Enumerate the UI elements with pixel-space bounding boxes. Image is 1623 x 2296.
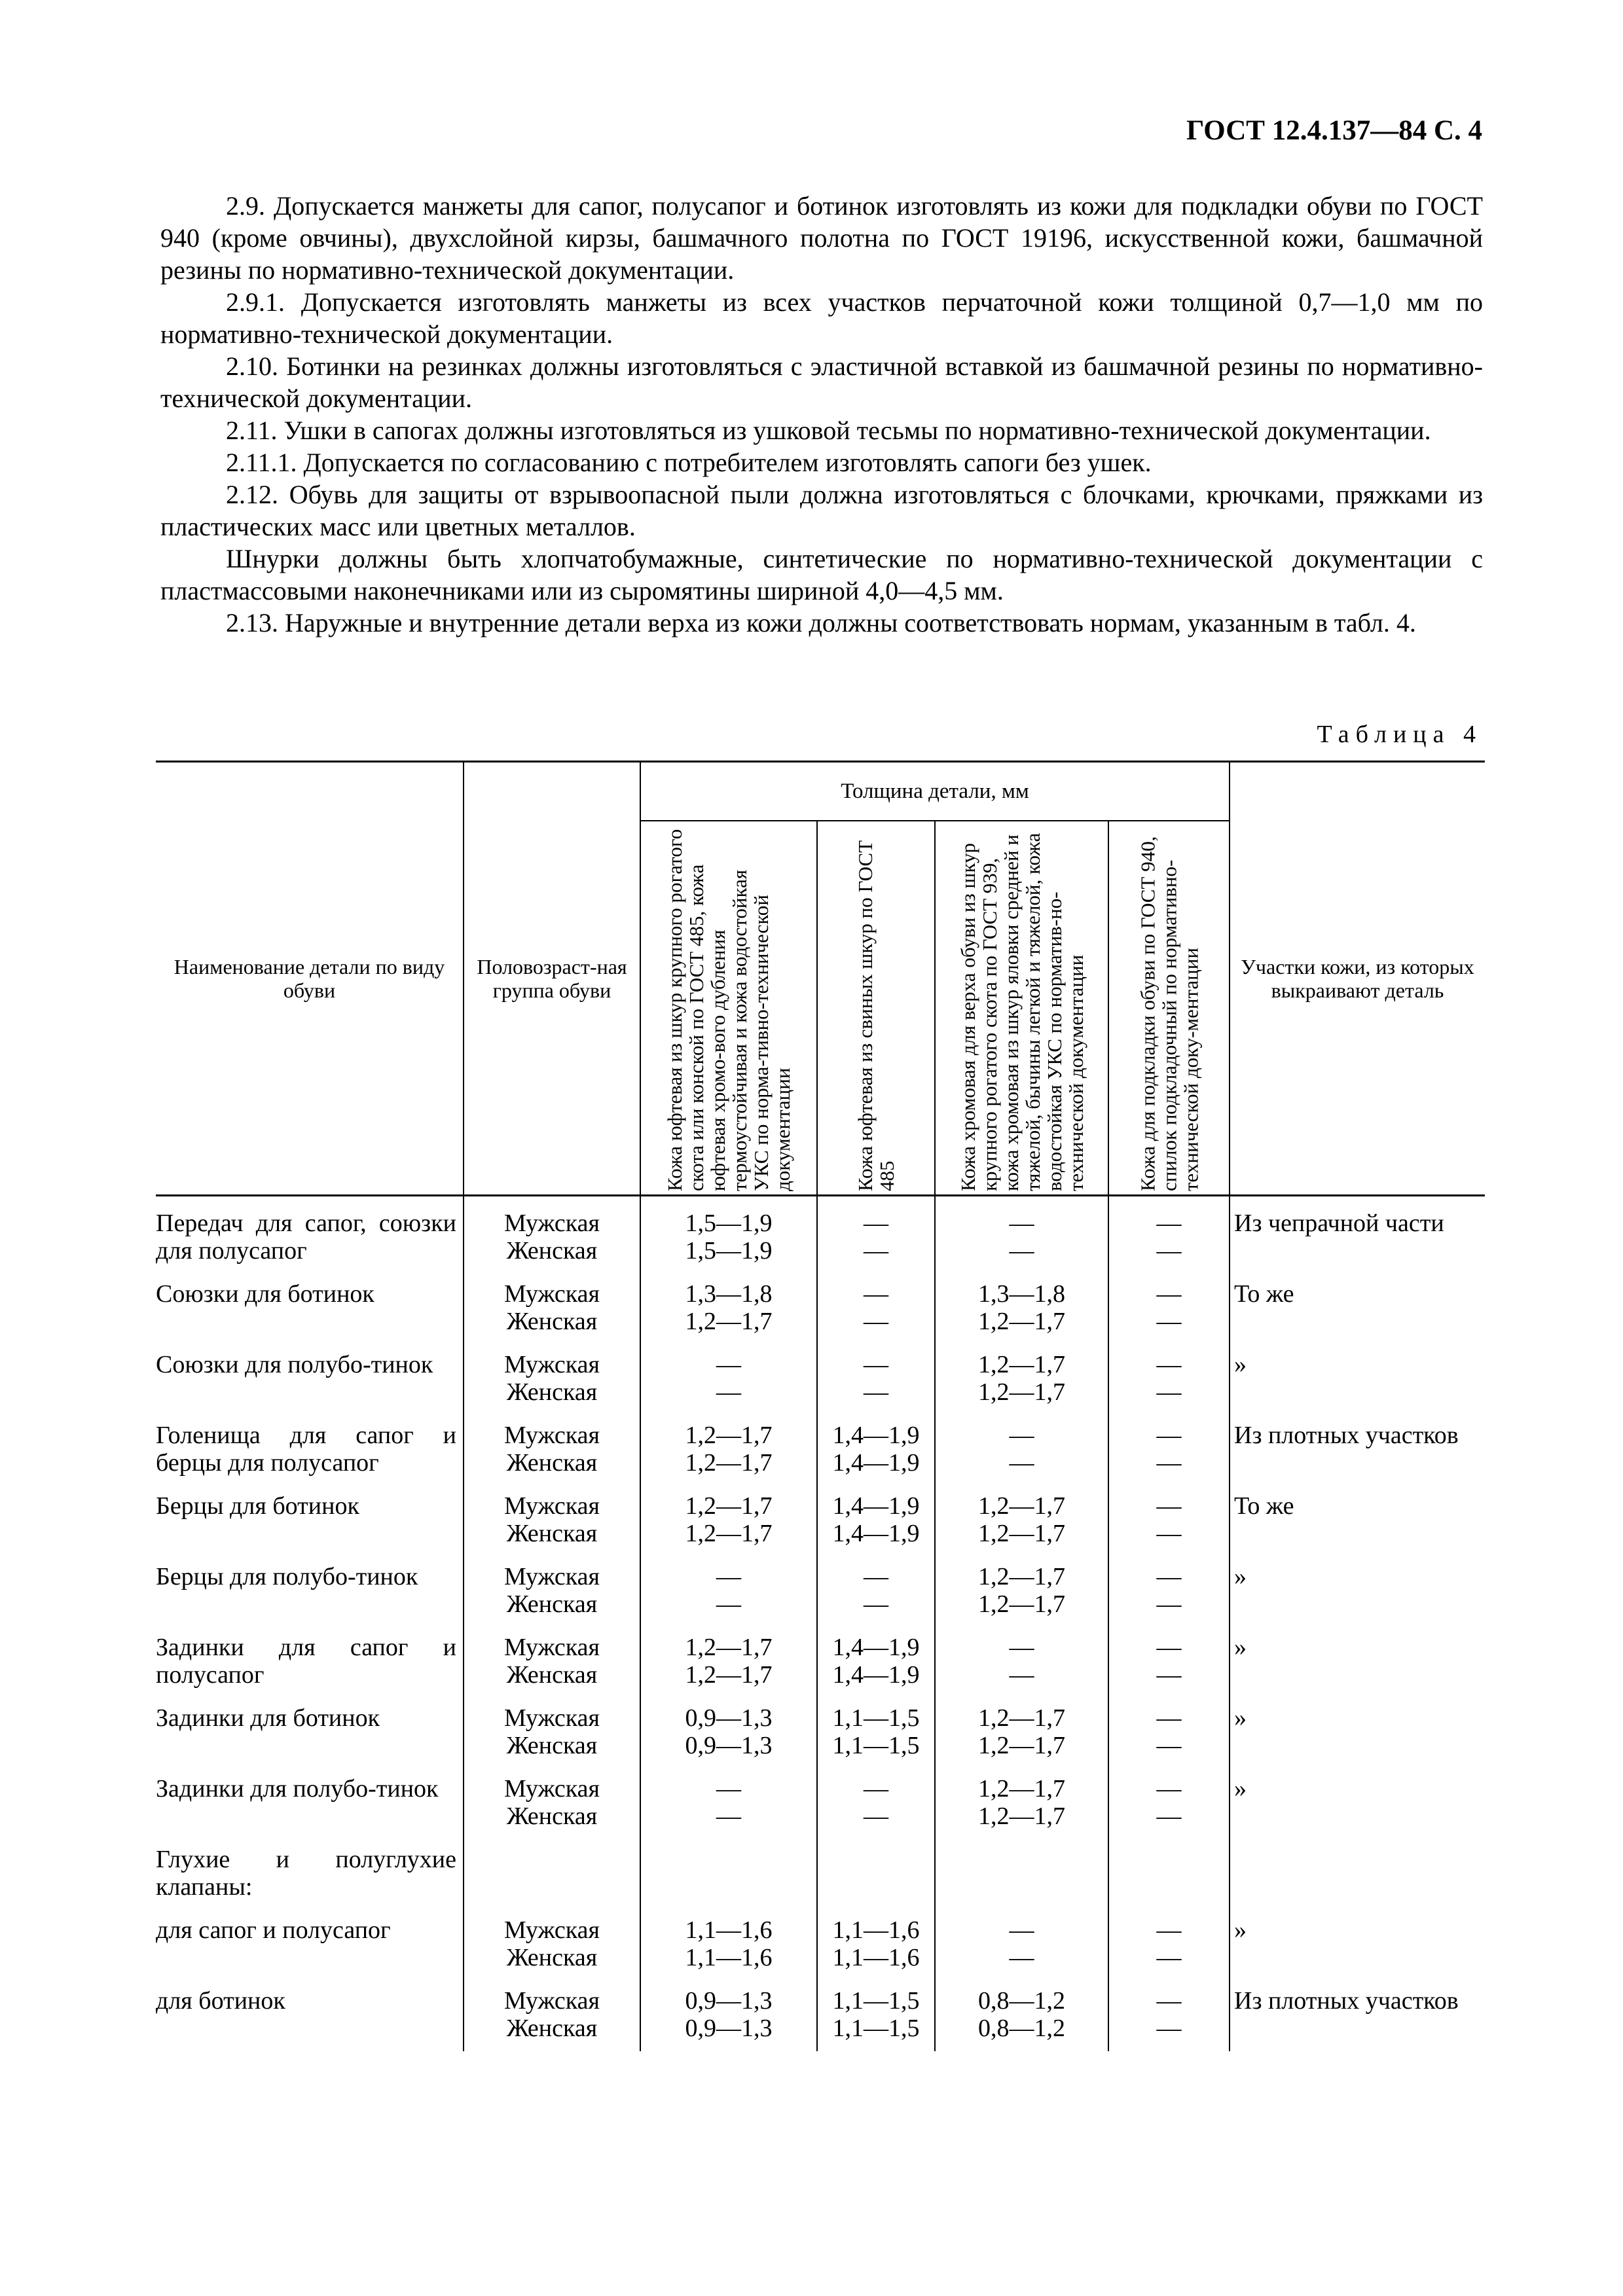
yuft-thickness-cell bbox=[640, 1627, 817, 1698]
table-row bbox=[156, 1344, 1485, 1415]
chrome-thickness-cell bbox=[935, 1486, 1108, 1556]
age-group-cell-line: Мужская bbox=[503, 1987, 600, 2015]
chrome-thickness-cell-line: 1,2—1,7 bbox=[978, 1563, 1065, 1590]
pig-yuft-thickness-cell bbox=[817, 1274, 935, 1344]
pig-yuft-thickness-cell-line: 1,4—1,9 bbox=[832, 1492, 920, 1520]
pig-yuft-thickness-cell-line: 1,1—1,5 bbox=[832, 2015, 920, 2042]
leather-area-cell: То же bbox=[1230, 1486, 1485, 1556]
table-row bbox=[156, 1981, 1485, 2051]
yuft-thickness-cell-line: — bbox=[716, 1378, 741, 1406]
table-row bbox=[156, 1486, 1485, 1556]
lining-thickness-cell-line: — bbox=[1156, 1520, 1182, 1547]
table-row bbox=[156, 1556, 1485, 1627]
pig-yuft-thickness-cell-line: — bbox=[864, 1775, 888, 1803]
yuft-thickness-cell-line: 1,3—1,8 bbox=[685, 1280, 773, 1308]
lining-thickness-cell bbox=[1108, 1768, 1230, 1839]
yuft-thickness-cell-line: 1,2—1,7 bbox=[685, 1492, 773, 1520]
yuft-thickness-cell bbox=[640, 1910, 817, 1981]
pig-yuft-thickness-cell-line: — bbox=[864, 1590, 888, 1618]
chrome-thickness-cell-line: 1,2—1,7 bbox=[978, 1308, 1065, 1335]
pig-yuft-thickness-cell bbox=[817, 1910, 935, 1981]
chrome-thickness-cell-line: 1,2—1,7 bbox=[978, 1351, 1065, 1378]
lining-thickness-cell bbox=[1108, 1196, 1230, 1274]
yuft-thickness-cell bbox=[640, 1698, 817, 1768]
age-group-cell bbox=[464, 1196, 640, 1274]
lining-thickness-cell-line: — bbox=[1156, 1563, 1182, 1590]
lining-thickness-cell-line: — bbox=[1156, 1308, 1182, 1335]
part-name-cell: Глухие и полуглухие клапаны: bbox=[156, 1839, 464, 1910]
lining-thickness-cell bbox=[1108, 1698, 1230, 1768]
yuft-thickness-cell-line: — bbox=[716, 1351, 741, 1378]
age-group-cell-line: Мужская bbox=[503, 1634, 600, 1661]
lining-thickness-cell bbox=[1108, 1981, 1230, 2051]
chrome-thickness-cell bbox=[935, 1698, 1108, 1768]
lining-thickness-cell bbox=[1108, 1415, 1230, 1486]
leather-area-cell: Из плотных участков bbox=[1230, 1415, 1485, 1486]
age-group-cell-line: Мужская bbox=[503, 1563, 600, 1590]
age-group-cell bbox=[464, 1344, 640, 1415]
pig-yuft-thickness-cell bbox=[817, 1556, 935, 1627]
pig-yuft-thickness-cell bbox=[817, 1768, 935, 1839]
pig-yuft-thickness-cell-line: 1,4—1,9 bbox=[832, 1520, 920, 1547]
yuft-thickness-cell bbox=[640, 1344, 817, 1415]
pig-yuft-thickness-cell bbox=[817, 1627, 935, 1698]
yuft-thickness-cell-line: 1,5—1,9 bbox=[685, 1210, 773, 1237]
age-group-cell-line: Женская bbox=[506, 1378, 598, 1406]
age-group-cell-line: Женская bbox=[506, 1590, 598, 1618]
pig-yuft-thickness-cell-line: 1,4—1,9 bbox=[832, 1634, 920, 1661]
leather-area-cell: То же bbox=[1230, 1274, 1485, 1344]
header-lining-leather bbox=[1108, 821, 1230, 1196]
table-row bbox=[156, 1768, 1485, 1839]
page-header: ГОСТ 12.4.137—84 С. 4 bbox=[1186, 115, 1482, 146]
pig-yuft-thickness-cell-line: — bbox=[864, 1210, 888, 1237]
header-age-group: Половозраст-ная группа обуви bbox=[464, 762, 640, 1196]
leather-area-cell: » bbox=[1230, 1768, 1485, 1839]
yuft-thickness-cell-line: 1,2—1,7 bbox=[685, 1308, 773, 1335]
table-row bbox=[156, 1910, 1485, 1981]
pig-yuft-thickness-cell-line: — bbox=[864, 1563, 888, 1590]
yuft-thickness-cell-line: 1,1—1,6 bbox=[685, 1916, 773, 1944]
age-group-cell-line: Мужская bbox=[503, 1422, 600, 1449]
data-table bbox=[156, 761, 1485, 2051]
header-pig-yuft-text: Кожа юфтевая из свиных шкур по ГОСТ 485 bbox=[854, 840, 898, 1191]
yuft-thickness-cell-line: 0,9—1,3 bbox=[685, 1704, 773, 1732]
age-group-cell bbox=[464, 1981, 640, 2051]
lining-thickness-cell-line: — bbox=[1156, 1803, 1182, 1830]
pig-yuft-thickness-cell-line: 1,4—1,9 bbox=[832, 1661, 920, 1689]
part-name-cell: Союзки для полубо-тинок bbox=[156, 1344, 464, 1415]
lining-thickness-cell bbox=[1108, 1839, 1230, 1910]
yuft-thickness-cell-line: — bbox=[716, 1590, 741, 1618]
chrome-thickness-cell bbox=[935, 1910, 1108, 1981]
age-group-cell bbox=[464, 1486, 640, 1556]
lining-thickness-cell bbox=[1108, 1910, 1230, 1981]
chrome-thickness-cell-line: — bbox=[1009, 1210, 1034, 1237]
chrome-thickness-cell bbox=[935, 1627, 1108, 1698]
leather-area-cell: » bbox=[1230, 1910, 1485, 1981]
leather-area-cell bbox=[1230, 1839, 1485, 1910]
yuft-thickness-cell-line: — bbox=[716, 1803, 741, 1830]
part-name-cell: Задинки для полубо-тинок bbox=[156, 1768, 464, 1839]
paragraph: 2.13. Наружные и внутренние детали верха из кожи должны соответствовать нормам, указанным в табл. 4. bbox=[226, 608, 1416, 637]
chrome-thickness-cell-line: 1,2—1,7 bbox=[978, 1520, 1065, 1547]
paragraph: 2.9. Допускается манжеты для сапог, полусапог и ботинок изготовлять из кожи для подкладки обуви по ГОСТ 940 (кроме овчины), двухслойной кирзы, башмачного полотна по ГОСТ 19196, искусственной кожи, башмачной резины по нормативно-технической документации. bbox=[160, 191, 1483, 285]
yuft-thickness-cell bbox=[640, 1556, 817, 1627]
age-group-cell bbox=[464, 1839, 640, 1910]
age-group-cell-line: Мужская bbox=[503, 1704, 600, 1732]
lining-thickness-cell-line: — bbox=[1156, 1590, 1182, 1618]
age-group-cell bbox=[464, 1768, 640, 1839]
yuft-thickness-cell-line: 0,9—1,3 bbox=[685, 1987, 773, 2015]
lining-thickness-cell-line: — bbox=[1156, 1634, 1182, 1661]
age-group-cell-line: Женская bbox=[506, 1449, 598, 1477]
chrome-thickness-cell bbox=[935, 1981, 1108, 2051]
pig-yuft-thickness-cell-line: 1,1—1,6 bbox=[832, 1944, 920, 1971]
yuft-thickness-cell-line: 1,2—1,7 bbox=[685, 1634, 773, 1661]
leather-area-cell: » bbox=[1230, 1627, 1485, 1698]
yuft-thickness-cell-line: — bbox=[716, 1775, 741, 1803]
chrome-thickness-cell-line: — bbox=[1009, 1237, 1034, 1265]
chrome-thickness-cell bbox=[935, 1344, 1108, 1415]
pig-yuft-thickness-cell-line: 1,1—1,5 bbox=[832, 1987, 920, 2015]
leather-area-cell: Из чепрачной части bbox=[1230, 1196, 1485, 1274]
age-group-cell-line: Мужская bbox=[503, 1351, 600, 1378]
part-name-cell: Союзки для ботинок bbox=[156, 1274, 464, 1344]
age-group-cell-line: Мужская bbox=[503, 1916, 600, 1944]
table-caption: Таблица 4 bbox=[1317, 721, 1482, 748]
age-group-cell-line: Женская bbox=[506, 1661, 598, 1689]
paragraph: 2.12. Обувь для защиты от взрывоопасной пыли должна изготовляться с блочками, крючками, пряжками из пластических масс или цветных металлов. bbox=[160, 480, 1483, 541]
yuft-thickness-cell bbox=[640, 1839, 817, 1910]
yuft-thickness-cell-line: 0,9—1,3 bbox=[685, 2015, 773, 2042]
lining-thickness-cell-line: — bbox=[1156, 1944, 1182, 1971]
chrome-thickness-cell-line: 1,3—1,8 bbox=[978, 1280, 1065, 1308]
lining-thickness-cell-line: — bbox=[1156, 1422, 1182, 1449]
pig-yuft-thickness-cell bbox=[817, 1415, 935, 1486]
chrome-thickness-cell-line: 1,2—1,7 bbox=[978, 1378, 1065, 1406]
pig-yuft-thickness-cell-line: — bbox=[864, 1378, 888, 1406]
yuft-thickness-cell-line: 1,2—1,7 bbox=[685, 1661, 773, 1689]
age-group-cell-line: Мужская bbox=[503, 1775, 600, 1803]
lining-thickness-cell-line: — bbox=[1156, 1704, 1182, 1732]
age-group-cell bbox=[464, 1910, 640, 1981]
yuft-thickness-cell-line: 1,2—1,7 bbox=[685, 1520, 773, 1547]
age-group-cell-line: Женская bbox=[506, 1732, 598, 1759]
body-text bbox=[160, 190, 1483, 639]
age-group-cell bbox=[464, 1556, 640, 1627]
pig-yuft-thickness-cell-line: — bbox=[864, 1803, 888, 1830]
pig-yuft-thickness-cell bbox=[817, 1344, 935, 1415]
pig-yuft-thickness-cell bbox=[817, 1698, 935, 1768]
lining-thickness-cell bbox=[1108, 1627, 1230, 1698]
chrome-thickness-cell-line: 0,8—1,2 bbox=[978, 1987, 1065, 2015]
pig-yuft-thickness-cell bbox=[817, 1839, 935, 1910]
age-group-cell-line: Мужская bbox=[503, 1210, 600, 1237]
paragraph: 2.11. Ушки в сапогах должны изготовляться из ушковой тесьмы по нормативно-технической документации. bbox=[226, 416, 1431, 445]
table-row bbox=[156, 1196, 1485, 1274]
pig-yuft-thickness-cell-line: 1,4—1,9 bbox=[832, 1422, 920, 1449]
paragraph: Шнурки должны быть хлопчатобумажные, синтетические по нормативно-технической документации с пластмассовыми наконечниками или из сыромятины шириной 4,0—4,5 мм. bbox=[160, 544, 1483, 605]
part-name-cell: Задинки для ботинок bbox=[156, 1698, 464, 1768]
lining-thickness-cell bbox=[1108, 1556, 1230, 1627]
header-yuft-leather bbox=[640, 821, 817, 1196]
part-name-cell: для ботинок bbox=[156, 1981, 464, 2051]
lining-thickness-cell-line: — bbox=[1156, 1210, 1182, 1237]
lining-thickness-cell bbox=[1108, 1344, 1230, 1415]
leather-area-cell: » bbox=[1230, 1556, 1485, 1627]
chrome-thickness-cell-line: 1,2—1,7 bbox=[978, 1803, 1065, 1830]
pig-yuft-thickness-cell-line: 1,1—1,5 bbox=[832, 1732, 920, 1759]
part-name-cell: Задинки для сапог и полусапог bbox=[156, 1627, 464, 1698]
paragraph: 2.9.1. Допускается изготовлять манжеты из всех участков перчаточной кожи толщиной 0,7—1,0 мм по нормативно-технической документации. bbox=[160, 287, 1483, 349]
yuft-thickness-cell-line: — bbox=[716, 1563, 741, 1590]
chrome-thickness-cell-line: — bbox=[1009, 1944, 1034, 1971]
age-group-cell-line: Женская bbox=[506, 2015, 598, 2042]
yuft-thickness-cell-line: 1,2—1,7 bbox=[685, 1449, 773, 1477]
yuft-thickness-cell-line: 1,5—1,9 bbox=[685, 1237, 773, 1265]
chrome-thickness-cell-line: 1,2—1,7 bbox=[978, 1732, 1065, 1759]
age-group-cell-line: Женская bbox=[506, 1803, 598, 1830]
age-group-cell-line: Женская bbox=[506, 1944, 598, 1971]
header-thickness: Толщина детали, мм bbox=[640, 762, 1230, 821]
chrome-thickness-cell bbox=[935, 1839, 1108, 1910]
chrome-thickness-cell-line: 1,2—1,7 bbox=[978, 1775, 1065, 1803]
pig-yuft-thickness-cell-line: 1,1—1,6 bbox=[832, 1916, 920, 1944]
paragraph: 2.10. Ботинки на резинках должны изготовляться с эластичной вставкой из башмачной резины по нормативно-технической документации. bbox=[160, 351, 1483, 413]
chrome-thickness-cell-line: — bbox=[1009, 1422, 1034, 1449]
age-group-cell bbox=[464, 1627, 640, 1698]
chrome-thickness-cell bbox=[935, 1768, 1108, 1839]
chrome-thickness-cell-line: — bbox=[1009, 1634, 1034, 1661]
chrome-thickness-cell-line: 1,2—1,7 bbox=[978, 1590, 1065, 1618]
header-chrome-leather bbox=[935, 821, 1108, 1196]
pig-yuft-thickness-cell-line: — bbox=[864, 1237, 888, 1265]
age-group-cell-line: Женская bbox=[506, 1520, 598, 1547]
chrome-thickness-cell bbox=[935, 1556, 1108, 1627]
yuft-thickness-cell bbox=[640, 1486, 817, 1556]
header-pig-yuft bbox=[817, 821, 935, 1196]
leather-area-cell: » bbox=[1230, 1698, 1485, 1768]
lining-thickness-cell-line: — bbox=[1156, 1378, 1182, 1406]
table-4 bbox=[156, 761, 1485, 2051]
lining-thickness-cell-line: — bbox=[1156, 1280, 1182, 1308]
age-group-cell bbox=[464, 1415, 640, 1486]
table-body bbox=[156, 1196, 1485, 2052]
lining-thickness-cell-line: — bbox=[1156, 1492, 1182, 1520]
pig-yuft-thickness-cell bbox=[817, 1486, 935, 1556]
age-group-cell-line: Мужская bbox=[503, 1280, 600, 1308]
part-name-cell: Берцы для полубо-тинок bbox=[156, 1556, 464, 1627]
pig-yuft-thickness-cell-line: 1,1—1,5 bbox=[832, 1704, 920, 1732]
lining-thickness-cell-line: — bbox=[1156, 1732, 1182, 1759]
lining-thickness-cell-line: — bbox=[1156, 1916, 1182, 1944]
pig-yuft-thickness-cell-line: 1,4—1,9 bbox=[832, 1449, 920, 1477]
part-name-cell: для сапог и полусапог bbox=[156, 1910, 464, 1981]
part-name-cell: Берцы для ботинок bbox=[156, 1486, 464, 1556]
leather-area-cell: » bbox=[1230, 1344, 1485, 1415]
chrome-thickness-cell-line: — bbox=[1009, 1449, 1034, 1477]
yuft-thickness-cell bbox=[640, 1415, 817, 1486]
table-row bbox=[156, 1274, 1485, 1344]
header-part-name: Наименование детали по виду обуви bbox=[156, 762, 464, 1196]
pig-yuft-thickness-cell-line: — bbox=[864, 1308, 888, 1335]
lining-thickness-cell-line: — bbox=[1156, 1237, 1182, 1265]
table-row bbox=[156, 1839, 1485, 1910]
chrome-thickness-cell bbox=[935, 1274, 1108, 1344]
leather-area-cell: Из плотных участков bbox=[1230, 1981, 1485, 2051]
chrome-thickness-cell bbox=[935, 1196, 1108, 1274]
header-leather-areas: Участки кожи, из которых выкраивают деталь bbox=[1230, 762, 1485, 1196]
yuft-thickness-cell bbox=[640, 1981, 817, 2051]
pig-yuft-thickness-cell-line: — bbox=[864, 1280, 888, 1308]
age-group-cell-line: Женская bbox=[506, 1308, 598, 1335]
pig-yuft-thickness-cell bbox=[817, 1981, 935, 2051]
chrome-thickness-cell-line: 1,2—1,7 bbox=[978, 1492, 1065, 1520]
yuft-thickness-cell bbox=[640, 1768, 817, 1839]
lining-thickness-cell bbox=[1108, 1486, 1230, 1556]
lining-thickness-cell-line: — bbox=[1156, 2015, 1182, 2042]
age-group-cell-line: Мужская bbox=[503, 1492, 600, 1520]
lining-thickness-cell-line: — bbox=[1156, 1351, 1182, 1378]
yuft-thickness-cell bbox=[640, 1196, 817, 1274]
pig-yuft-thickness-cell-line: — bbox=[864, 1351, 888, 1378]
age-group-cell bbox=[464, 1274, 640, 1344]
header-chrome-leather-text: Кожа хромовая для верха обуви из шкур крупного рогатого скота по ГОСТ 939, кожа хромовая из шкур яловки средней и тяжелой, бычины легкой и тяжелой, кожа водостойкая УКС по норматив-но-технической документации bbox=[956, 833, 1087, 1191]
chrome-thickness-cell-line: — bbox=[1009, 1661, 1034, 1689]
lining-thickness-cell-line: — bbox=[1156, 1449, 1182, 1477]
yuft-thickness-cell bbox=[640, 1274, 817, 1344]
part-name-cell: Голенища для сапог и берцы для полусапог bbox=[156, 1415, 464, 1486]
lining-thickness-cell-line: — bbox=[1156, 1987, 1182, 2015]
chrome-thickness-cell-line: 0,8—1,2 bbox=[978, 2015, 1065, 2042]
table-row bbox=[156, 1415, 1485, 1486]
header-yuft-leather-text: Кожа юфтевая из шкур крупного рогатого скота или конской по ГОСТ 485, кожа юфтевая хромо-вого дубления термоустойчивая и кожа водостойкая УКС по норма-тивно-технической документации bbox=[663, 829, 794, 1191]
lining-thickness-cell-line: — bbox=[1156, 1661, 1182, 1689]
table-row bbox=[156, 1627, 1485, 1698]
chrome-thickness-cell-line: 1,2—1,7 bbox=[978, 1704, 1065, 1732]
chrome-thickness-cell bbox=[935, 1415, 1108, 1486]
paragraph: 2.11.1. Допускается по согласованию с потребителем изготовлять сапоги без ушек. bbox=[226, 448, 1152, 477]
yuft-thickness-cell-line: 1,1—1,6 bbox=[685, 1944, 773, 1971]
lining-thickness-cell-line: — bbox=[1156, 1775, 1182, 1803]
part-name-cell: Передач для сапог, союзки для полусапог bbox=[156, 1196, 464, 1274]
yuft-thickness-cell-line: 0,9—1,3 bbox=[685, 1732, 773, 1759]
pig-yuft-thickness-cell bbox=[817, 1196, 935, 1274]
age-group-cell-line: Женская bbox=[506, 1237, 598, 1265]
lining-thickness-cell bbox=[1108, 1274, 1230, 1344]
header-lining-leather-text: Кожа для подкладки обуви по ГОСТ 940, спилок подкладочный по нормативно-технической доку-ментации bbox=[1136, 836, 1202, 1191]
yuft-thickness-cell-line: 1,2—1,7 bbox=[685, 1422, 773, 1449]
age-group-cell bbox=[464, 1698, 640, 1768]
table-row bbox=[156, 1698, 1485, 1768]
chrome-thickness-cell-line: — bbox=[1009, 1916, 1034, 1944]
